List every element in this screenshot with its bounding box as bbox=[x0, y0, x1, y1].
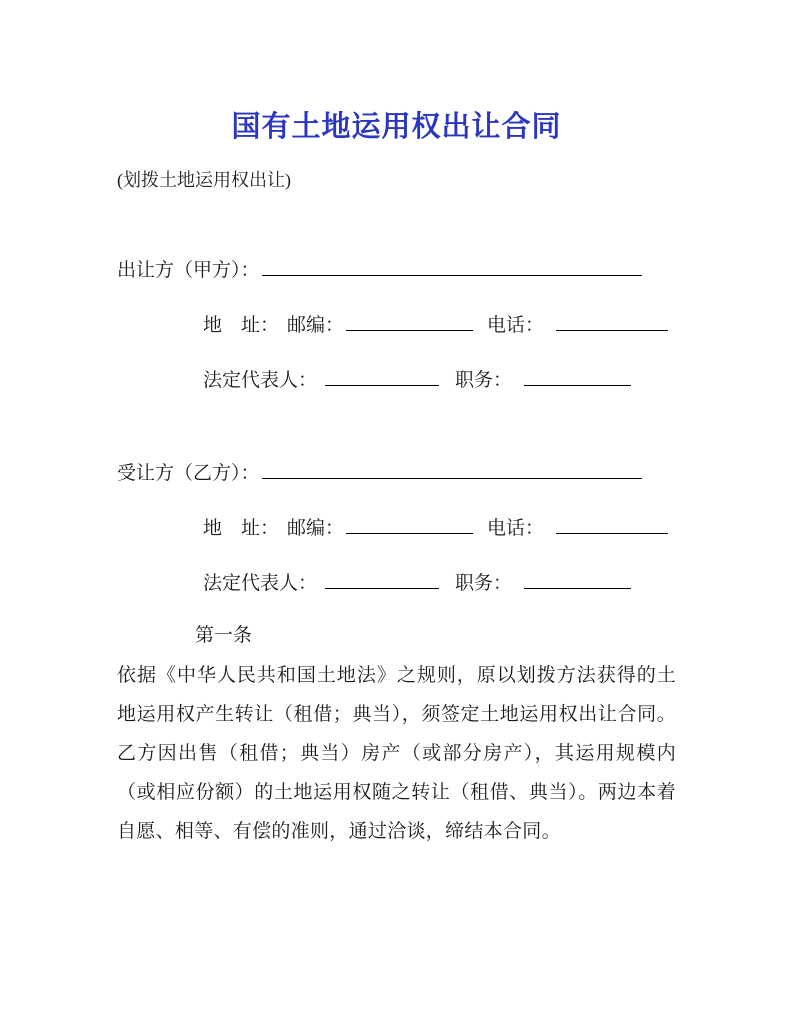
party-b-phone-field bbox=[556, 514, 668, 534]
party-b-name-field bbox=[262, 459, 642, 479]
article-1-body: 依据《中华人民共和国土地法》之规则，原以划拨方法获得的土地运用权产生转让（租借；典当），须签定土地运用权出让合同。乙方因出售（租借；典当）房产（或部分房产），其运用规模内（或相应份额）的土地运用权随之转让（租借、典当）。两边本着自愿、相等、有偿的准则，通过洽谈，缔结本合同。 bbox=[117, 665, 676, 842]
party-a-role-row bbox=[117, 256, 676, 283]
party-a-legal-rep-field bbox=[325, 366, 439, 386]
party-b-role-label: 受让方（乙方）： bbox=[117, 463, 260, 484]
party-a-address-label: 地 址： bbox=[203, 315, 280, 336]
party-a-role-label: 出让方（甲方）： bbox=[117, 260, 260, 281]
document-title: 国有土地运用权出让合同 bbox=[231, 111, 562, 143]
party-a-phone-field bbox=[556, 311, 668, 331]
party-a-block bbox=[117, 256, 676, 393]
party-b-address-label: 地 址： bbox=[203, 518, 280, 539]
article-1-heading: 第一条 bbox=[195, 625, 253, 646]
party-a-zip-label: 邮编： bbox=[287, 315, 345, 336]
party-a-zip-field bbox=[346, 311, 473, 331]
party-a-address-row bbox=[203, 311, 676, 338]
party-b-legal-rep-field bbox=[325, 569, 439, 589]
party-b-duty-field bbox=[524, 569, 631, 589]
party-b-zip-field bbox=[346, 514, 473, 534]
party-b-legal-rep-row bbox=[203, 569, 676, 596]
party-a-duty-label: 职务： bbox=[455, 370, 513, 391]
document-subtitle: (划拨土地运用权出让) bbox=[117, 170, 291, 190]
party-b-phone-label: 电话： bbox=[487, 518, 545, 539]
party-a-legal-rep-label: 法定代表人： bbox=[203, 370, 318, 391]
party-a-name-field bbox=[262, 256, 642, 276]
party-a-duty-field bbox=[524, 366, 631, 386]
party-b-legal-rep-label: 法定代表人： bbox=[203, 573, 318, 594]
party-b-duty-label: 职务： bbox=[455, 573, 513, 594]
party-a-legal-rep-row bbox=[203, 366, 676, 393]
party-b-role-row bbox=[117, 459, 676, 486]
party-b-block bbox=[117, 459, 676, 596]
party-a-phone-label: 电话： bbox=[487, 315, 545, 336]
party-b-zip-label: 邮编： bbox=[287, 518, 345, 539]
party-b-address-row bbox=[203, 514, 676, 541]
